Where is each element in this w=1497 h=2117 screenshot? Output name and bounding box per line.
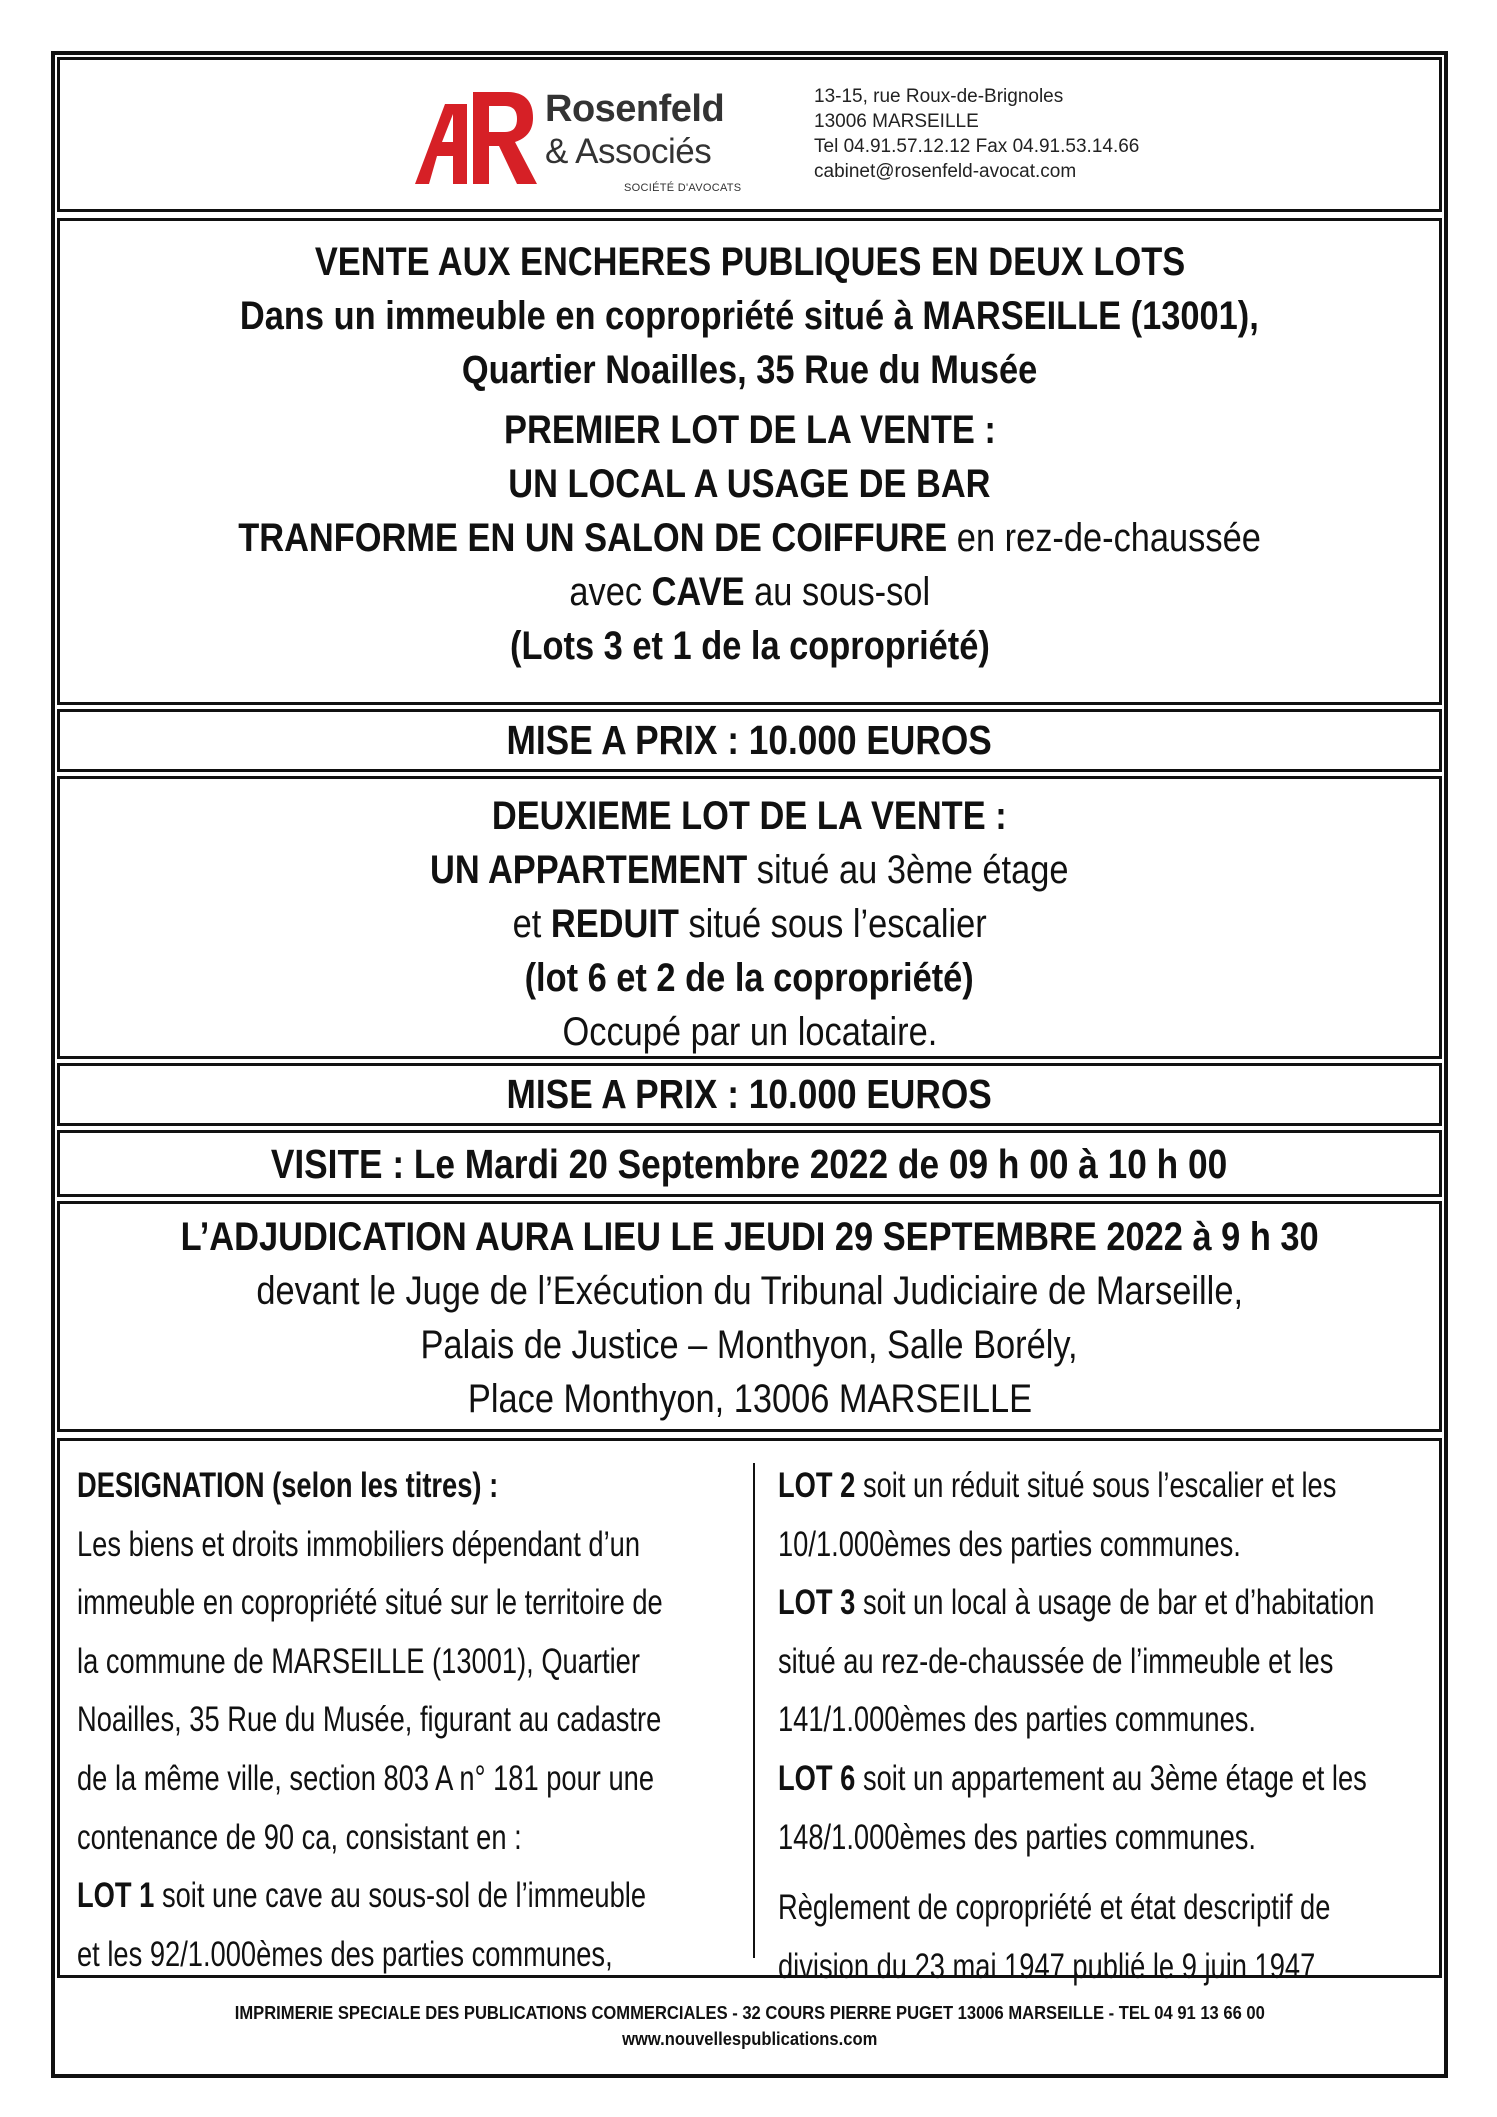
price-lot-1-text: MISE A PRIX : 10.000 EUROS bbox=[506, 717, 993, 763]
firm-logo bbox=[415, 84, 805, 204]
email-link[interactable]: cabinet@rosenfeld-avocat.com bbox=[814, 161, 1077, 182]
lot2-section bbox=[57, 776, 1442, 1059]
lot6-label: LOT 6 bbox=[778, 1758, 856, 1798]
lot2-label: LOT 2 bbox=[778, 1466, 856, 1505]
reglement-line-1: Règlement de copropriété et état descriptif de bbox=[778, 1888, 1331, 1928]
lot2-line-1 bbox=[430, 843, 1069, 897]
ar-logo-icon bbox=[415, 84, 539, 184]
lot2-entry bbox=[778, 1457, 1337, 1516]
lot2-text: soit un réduit situé sous l’escalier et les bbox=[855, 1466, 1337, 1505]
lot2-line-2-bold: REDUIT bbox=[550, 902, 679, 946]
price-lot-2-text: MISE A PRIX : 10.000 EUROS bbox=[506, 1071, 993, 1117]
lot1-line-2-normal: en rez-de-chaussée bbox=[947, 516, 1261, 560]
lot1-heading: PREMIER LOT DE LA VENTE : bbox=[503, 408, 996, 452]
price-lot-1 bbox=[57, 709, 1442, 772]
lot1-text: soit une cave au sous-sol de l’immeuble bbox=[154, 1876, 647, 1916]
designation-right-column bbox=[778, 1457, 1438, 1996]
lot1-line-3-bold: CAVE bbox=[651, 570, 745, 614]
designation-line: immeuble en copropriété situé sur le territoire de bbox=[77, 1583, 663, 1623]
lot2-text-2: 10/1.000èmes des parties communes. bbox=[778, 1524, 1241, 1564]
brand-subtitle: SOCIÉTÉ D'AVOCATS bbox=[624, 182, 742, 194]
lot1-line-2 bbox=[238, 511, 1261, 565]
lot3-text: soit un local à usage de bar et d’habitation bbox=[855, 1583, 1375, 1623]
visit-info bbox=[57, 1130, 1442, 1197]
lot1-line-1: UN LOCAL A USAGE DE BAR bbox=[508, 462, 991, 506]
printer-footer bbox=[57, 2000, 1442, 2052]
lot1-line-2-bold: TRANFORME EN UN SALON DE COIFFURE bbox=[238, 516, 948, 560]
lot3-text-2: situé au rez-de-chaussée de l’immeuble et les bbox=[778, 1641, 1334, 1681]
lot1-line-4: (Lots 3 et 1 de la copropriété) bbox=[509, 624, 990, 668]
address-city: 13006 MARSEILLE bbox=[814, 111, 979, 132]
adjudication-line-2: Palais de Justice – Monthyon, Salle Borély, bbox=[420, 1323, 1079, 1367]
lot3-label: LOT 3 bbox=[778, 1583, 856, 1623]
lot2-line-4: Occupé par un locataire. bbox=[562, 1010, 937, 1054]
address-line: 13-15, rue Roux-de-Brignoles bbox=[814, 86, 1064, 107]
lot2-line-3: (lot 6 et 2 de la copropriété) bbox=[524, 956, 975, 1000]
designation-line: de la même ville, section 803 A n° 181 pour une bbox=[77, 1758, 655, 1798]
lot6-text: soit un appartement au 3ème étage et les bbox=[855, 1758, 1367, 1798]
lot1-text-2: et les 92/1.000èmes des parties communes, bbox=[77, 1934, 613, 1974]
lot1-label: LOT 1 bbox=[77, 1876, 155, 1916]
lot2-heading: DEUXIEME LOT DE LA VENTE : bbox=[492, 794, 1007, 838]
designation-heading: DESIGNATION (selon les titres) : bbox=[77, 1466, 499, 1505]
lot2-line-2-post: situé sous l’escalier bbox=[678, 902, 987, 946]
lot3-text-3: 141/1.000èmes des parties communes. bbox=[778, 1700, 1257, 1740]
lot3-entry bbox=[778, 1574, 1375, 1633]
sale-section bbox=[57, 218, 1442, 705]
lot2-line-2 bbox=[512, 897, 986, 951]
lot6-text-2: 148/1.000èmes des parties communes. bbox=[778, 1817, 1257, 1857]
designation-line: contenance de 90 ca, consistant en : bbox=[77, 1817, 522, 1857]
designation-line: la commune de MARSEILLE (13001), Quartier bbox=[77, 1641, 640, 1681]
designation-line: Les biens et droits immobiliers dépendant d’un bbox=[77, 1524, 641, 1564]
lot1-line-3-pre: avec bbox=[569, 570, 652, 614]
lot2-line-1-normal: situé au 3ème étage bbox=[747, 848, 1069, 892]
price-lot-2 bbox=[57, 1063, 1442, 1126]
reglement-line-2: division du 23 mai 1947 publié le 9 juin 1947 bbox=[778, 1946, 1316, 1986]
printer-info: IMPRIMERIE SPECIALE DES PUBLICATIONS COMMERCIALES - 32 COURS PIERRE PUGET 13006 MARSEILLE - TEL 04 91 13 66 00 bbox=[234, 2003, 1265, 2023]
adjudication-title: L’ADJUDICATION AURA LIEU LE JEUDI 29 SEPTEMBRE 2022 à 9 h 30 bbox=[180, 1215, 1319, 1259]
lot1-entry bbox=[77, 1867, 647, 1926]
printer-website[interactable]: www.nouvellespublications.com bbox=[621, 2029, 878, 2049]
phone-fax: Tel 04.91.57.12.12 Fax 04.91.53.14.66 bbox=[814, 136, 1140, 157]
column-divider bbox=[753, 1463, 755, 1958]
designation-left-column bbox=[77, 1457, 737, 1984]
lot6-entry bbox=[778, 1750, 1367, 1809]
lot2-line-1-bold: UN APPARTEMENT bbox=[430, 848, 748, 892]
brand-name-2: & Associés bbox=[545, 132, 712, 171]
brand-name: Rosenfeld bbox=[545, 88, 725, 130]
location-line-2: Quartier Noailles, 35 Rue du Musée bbox=[461, 348, 1038, 392]
adjudication-line-1: devant le Juge de l’Exécution du Tribunal Judiciaire de Marseille, bbox=[256, 1269, 1243, 1313]
letterhead bbox=[57, 57, 1442, 212]
designation-line: Noailles, 35 Rue du Musée, figurant au cadastre bbox=[77, 1700, 662, 1740]
firm-address bbox=[814, 84, 1139, 184]
adjudication-line-3: Place Monthyon, 13006 MARSEILLE bbox=[467, 1377, 1032, 1421]
visit-text: VISITE : Le Mardi 20 Septembre 2022 de 09 h 00 à 10 h 00 bbox=[271, 1141, 1228, 1187]
lot2-line-2-pre: et bbox=[512, 902, 551, 946]
designation-section bbox=[57, 1438, 1442, 1986]
lot1-line-3 bbox=[569, 565, 930, 619]
sale-title: VENTE AUX ENCHERES PUBLIQUES EN DEUX LOTS bbox=[314, 240, 1185, 284]
location-line-1: Dans un immeuble en copropriété situé à MARSEILLE (13001), bbox=[240, 294, 1259, 338]
adjudication-section bbox=[57, 1201, 1442, 1432]
lot1-line-3-post: au sous-sol bbox=[744, 570, 930, 614]
